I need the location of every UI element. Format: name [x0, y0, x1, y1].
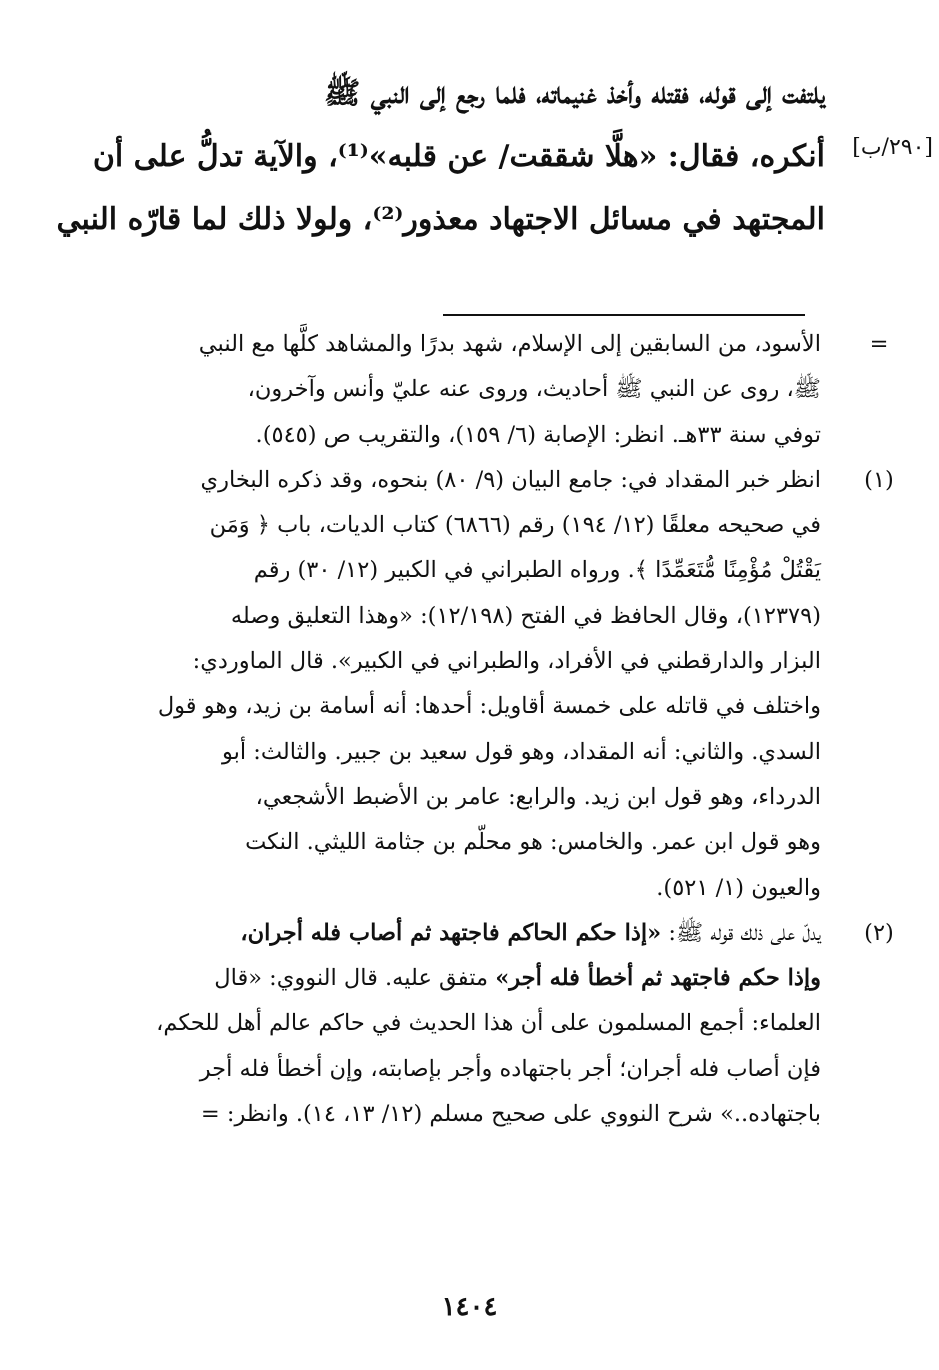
footnote-line: الأسود، من السابقين إلى الإسلام، شهد بدرًا والمشاهد كلَّها مع النبي — [198, 331, 821, 357]
footnote-1-marker: (١) — [864, 466, 894, 493]
footnote-text: يدلّ على ذلك قوله ﷺ: — [661, 919, 821, 946]
main-line-2: أنكره، فقال: «هلَّا شققت/ عن قلبه»⁽¹⁾، والآية تدلُّ على أن — [92, 139, 825, 174]
main-line-3: المجتهد في مسائل الاجتهاد معذور⁽²⁾، ولولا ذلك لما قارّه النبي — [56, 202, 825, 237]
footnote-line: والعيون (١/ ٥٢١). — [656, 874, 821, 901]
footnote-line: واختلف في قاتله على خمسة أقاويل: أحدها: أنه أسامة بن زيد، وهو قول — [157, 693, 821, 720]
footnote-line: توفي سنة ٣٣هـ. انظر: الإصابة (٦/ ١٥٩)، والتقريب ص (٥٤٥). — [255, 421, 821, 448]
footnote-text: متفق عليه. قال النووي: «قال — [214, 965, 496, 992]
footnote-separator — [443, 314, 805, 316]
footnote-line — [36, 911, 821, 956]
footnote-line — [36, 956, 821, 1001]
main-line-1: يلتفت إلى قوله، فقتله وأخذ غنيماته، فلما رجع إلى النبي ﷺ — [324, 76, 825, 111]
footnote-line: وهو قول ابن عمر. والخامس: هو محلّم بن جثامة الليثي. النكت — [245, 829, 821, 856]
footnote-line: السدي. والثاني: أنه المقداد، وهو قول سعيد بن جبير. والثالث: أبو — [221, 738, 821, 765]
footnote-line: البزار والدارقطني في الأفراد، والطبراني في الكبير». قال الماوردي: — [192, 648, 821, 675]
continuation-marker: = — [869, 331, 889, 357]
footnote-line: الدرداء، وهو قول ابن زيد. والرابع: عامر بن الأضبط الأشجعي، — [255, 783, 821, 810]
hadith-quote: «إذا حكم الحاكم فاجتهد ثم أصاب فله أجران، — [240, 919, 662, 946]
footnote-continuation — [36, 322, 889, 458]
main-body-text — [36, 62, 825, 251]
footnote-2 — [36, 911, 894, 1137]
footnote-line: انظر خبر المقداد في: جامع البيان (٩/ ٨٠) بنحوه، وقد ذكره البخاري — [200, 466, 821, 493]
footnotes-section — [36, 322, 894, 1137]
footnote-2-marker: (٢) — [864, 919, 894, 946]
footnote-line: في صحيحه معلقًا (١٢/ ١٩٤) رقم (٦٨٦٦) كتاب الديات، باب ﴿ وَمَن — [209, 512, 821, 539]
footnote-line: فإن أصاب فله أجران؛ أجر باجتهاده وأجر بإصابته، وإن أخطأ فله أجر — [199, 1055, 821, 1082]
footnote-line: يَقْتُلْ مُؤْمِنًا مُّتَعَمِّدًا ﴾. ورواه الطبراني في الكبير (١٢/ ٣٠) رقم — [253, 557, 821, 584]
footnote-1 — [36, 458, 894, 911]
footnote-line: باجتهاده..» شرح النووي على صحيح مسلم (١٢/ ١٣، ١٤). وانظر: = — [200, 1101, 821, 1128]
footnote-line: العلماء: أجمع المسلمون على أن هذا الحديث في حاكم عالم أهل للحكم، — [156, 1010, 821, 1037]
page-number: ١٤٠٤ — [441, 1292, 498, 1322]
manuscript-folio-marker: [٢٩٠/ب] — [852, 135, 933, 160]
footnote-line: (١٢٣٧٩)، وقال الحافظ في الفتح (١٢/١٩٨): «وهذا التعليق وصله — [230, 602, 821, 629]
hadith-quote: وإذا حكم فاجتهد ثم أخطأ فله أجر» — [495, 965, 821, 992]
footnote-line: ﷺ، روى عن النبي ﷺ أحاديث، وروى عنه عليّ وأنس وآخرون، — [247, 376, 821, 403]
